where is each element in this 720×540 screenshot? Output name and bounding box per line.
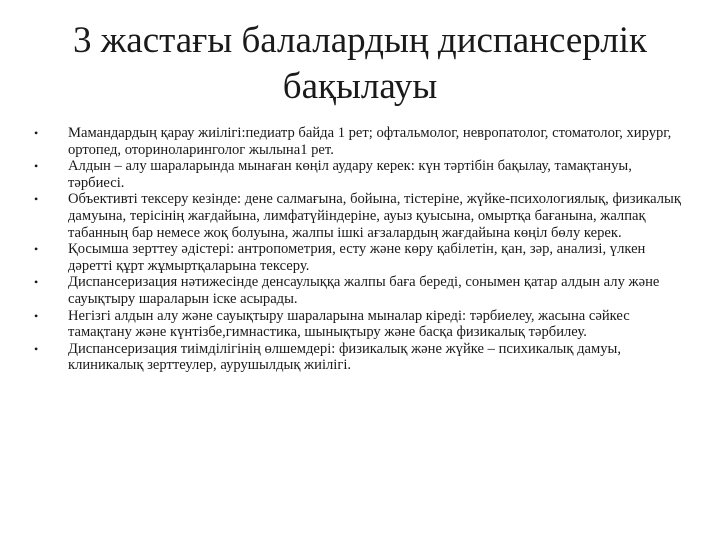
list-item-text: Негізгі алдын алу және сауықтыру шараларына мыналар кіреді: тәрбиелеу, жасына сәйкес тамақтану және күнтізбе,гимнастика, шынықтыру және басқа физикалық тәрбилеу.: [68, 307, 630, 341]
bullet-icon: •: [34, 308, 39, 323]
bullet-list: [34, 125, 689, 374]
bullet-icon: •: [34, 242, 39, 257]
list-item-text: Мамандардың қарау жиілігі:педиатр байда 1 рет; офтальмолог, невропатолог, стоматолог, хирург, ортопед, оториноларинголог жылына1 рет.: [68, 125, 672, 158]
list-item: [34, 341, 689, 374]
bullet-icon: •: [34, 341, 39, 356]
list-item: [34, 241, 689, 274]
bullet-icon: •: [34, 126, 39, 140]
list-item: [34, 274, 689, 307]
list-item-text: Қосымша зерттеу әдістері: антропометрия, есту және көру қабілетін, қан, зәр, анализі, үлкен дәретті құрт жұмыртқаларына тексеру.: [68, 241, 646, 274]
list-item: [34, 308, 689, 341]
list-item: [34, 158, 689, 191]
list-item: [34, 191, 689, 241]
bullet-icon: •: [34, 275, 39, 290]
list-item-text: Диспансеризация тиімділігінің өлшемдері: физикалық және жүйке – психикалық дамуы, клиникалық зерттеулер, аурушылдық жиілігі.: [68, 340, 621, 374]
bullet-icon: •: [34, 192, 39, 207]
list-item-text: Диспансеризация нәтижесінде денсаулыққа жалпы баға береді, сонымен қатар алдын алу және сауықтыру шараларын іске асырады.: [68, 274, 660, 307]
bullet-icon: •: [34, 159, 39, 174]
list-item-text: Объективті тексеру кезінде: дене салмағына, бойына, тістеріне, жүйке-психологиялық, физикалық дамуына, терісінің жағдайына, лимфатүйіндеріне, ауыз қуысына, омыртқа бағанына, жалпақ табанның бар немесе жоқ болуына, жалпы ішкі ағзалардың жағдайына көңіл бөлу керек.: [68, 191, 681, 241]
list-item: [34, 125, 689, 158]
list-item-text: Алдын – алу шараларында мынаған көңіл аудару керек: күн тәртібін бақылау, тамақтануы, тәрбиесі.: [68, 158, 632, 191]
slide-title: 3 жастағы балалардың диспансерлік бақылауы: [72, 20, 647, 107]
